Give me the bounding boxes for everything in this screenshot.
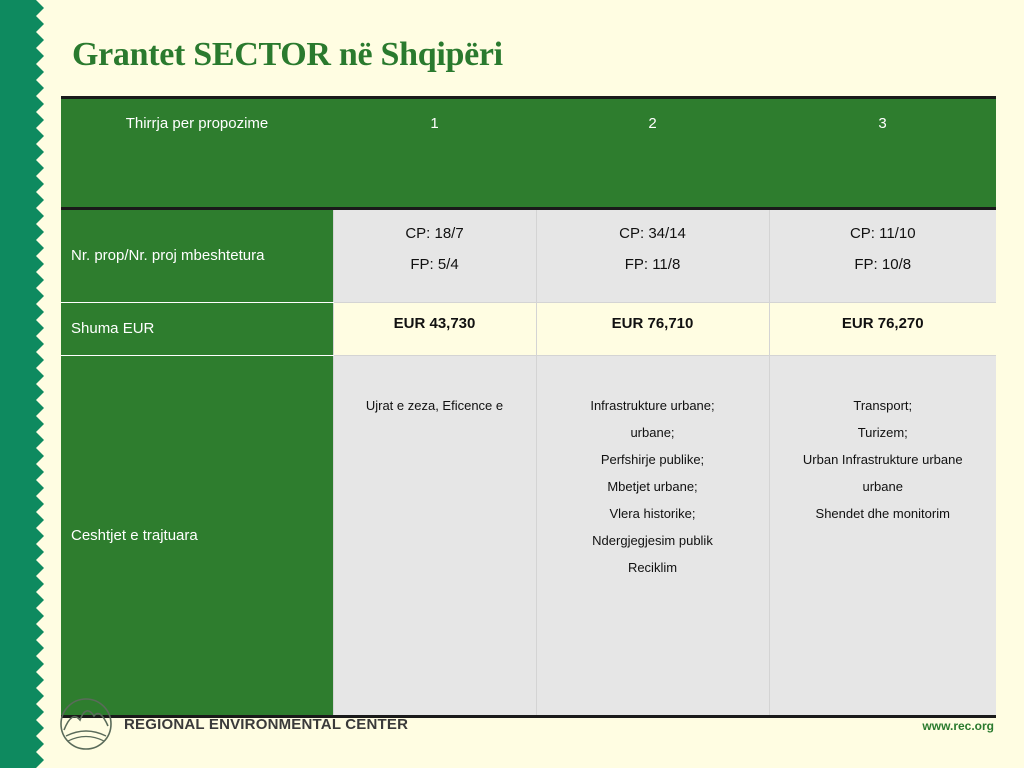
cell-line: Turizem; [857,425,908,440]
amount-call-2 [536,303,769,356]
cell-line: EUR 76,270 [841,315,924,332]
topics-call-1 [333,356,536,717]
header-call-3: 3 [769,98,996,209]
proposals-call-1 [333,209,536,303]
table-row-amount [61,303,996,356]
cell-line: Reciklim [627,560,678,575]
cell-line: EUR 76,710 [611,315,694,332]
topics-call-3 [769,356,996,717]
table-row-topics [61,356,996,717]
cell-line: CP: 34/14 [619,225,686,242]
slide-title: Grantet SECTOR në Shqipëri [72,36,503,73]
cell-line: Shendet dhe monitorim [815,506,950,521]
topics-call-2 [536,356,769,717]
cell-line: CP: 11/10 [849,225,916,242]
cell-line: urbane; [630,425,675,440]
cell-line: FP: 5/4 [410,256,459,273]
header-call-1: 1 [333,98,536,209]
table-row-proposals [61,209,996,303]
row-label-proposals: Nr. prop/Nr. proj mbeshtetura [61,209,333,303]
grants-table [61,96,996,718]
amount-call-1 [333,303,536,356]
cell-line: Mbetjet urbane; [607,479,698,494]
cell-line: EUR 43,730 [393,315,476,332]
header-call-label: Thirrja per propozime [61,98,333,209]
row-label-amount: Shuma EUR [61,303,333,356]
cell-line: Infrastrukture urbane; [590,398,715,413]
cell-line: Ndergjegjesim publik [592,533,713,548]
footer-org-name: REGIONAL ENVIRONMENTAL CENTER [124,716,409,733]
cell-line: urbane [862,479,903,494]
cell-line: FP: 10/8 [854,256,912,273]
row-label-topics: Ceshtjet e trajtuara [61,356,333,717]
amount-call-3 [769,303,996,356]
proposals-call-3 [769,209,996,303]
cell-line: Ujrat e zeza, Eficence e [365,398,504,413]
cell-line: CP: 18/7 [405,225,464,242]
proposals-call-2 [536,209,769,303]
cell-line: Urban Infrastrukture urbane [802,452,963,467]
header-call-2: 2 [536,98,769,209]
cell-line: Vlera historike; [609,506,696,521]
footer-url-link[interactable]: www.rec.org [922,719,994,733]
rec-logo-icon [58,696,114,752]
cell-line: Transport; [853,398,913,413]
cell-line: FP: 11/8 [624,256,681,273]
cell-line: Perfshirje publike; [600,452,705,467]
table-header-row [61,98,996,209]
zigzag-border [0,0,48,768]
